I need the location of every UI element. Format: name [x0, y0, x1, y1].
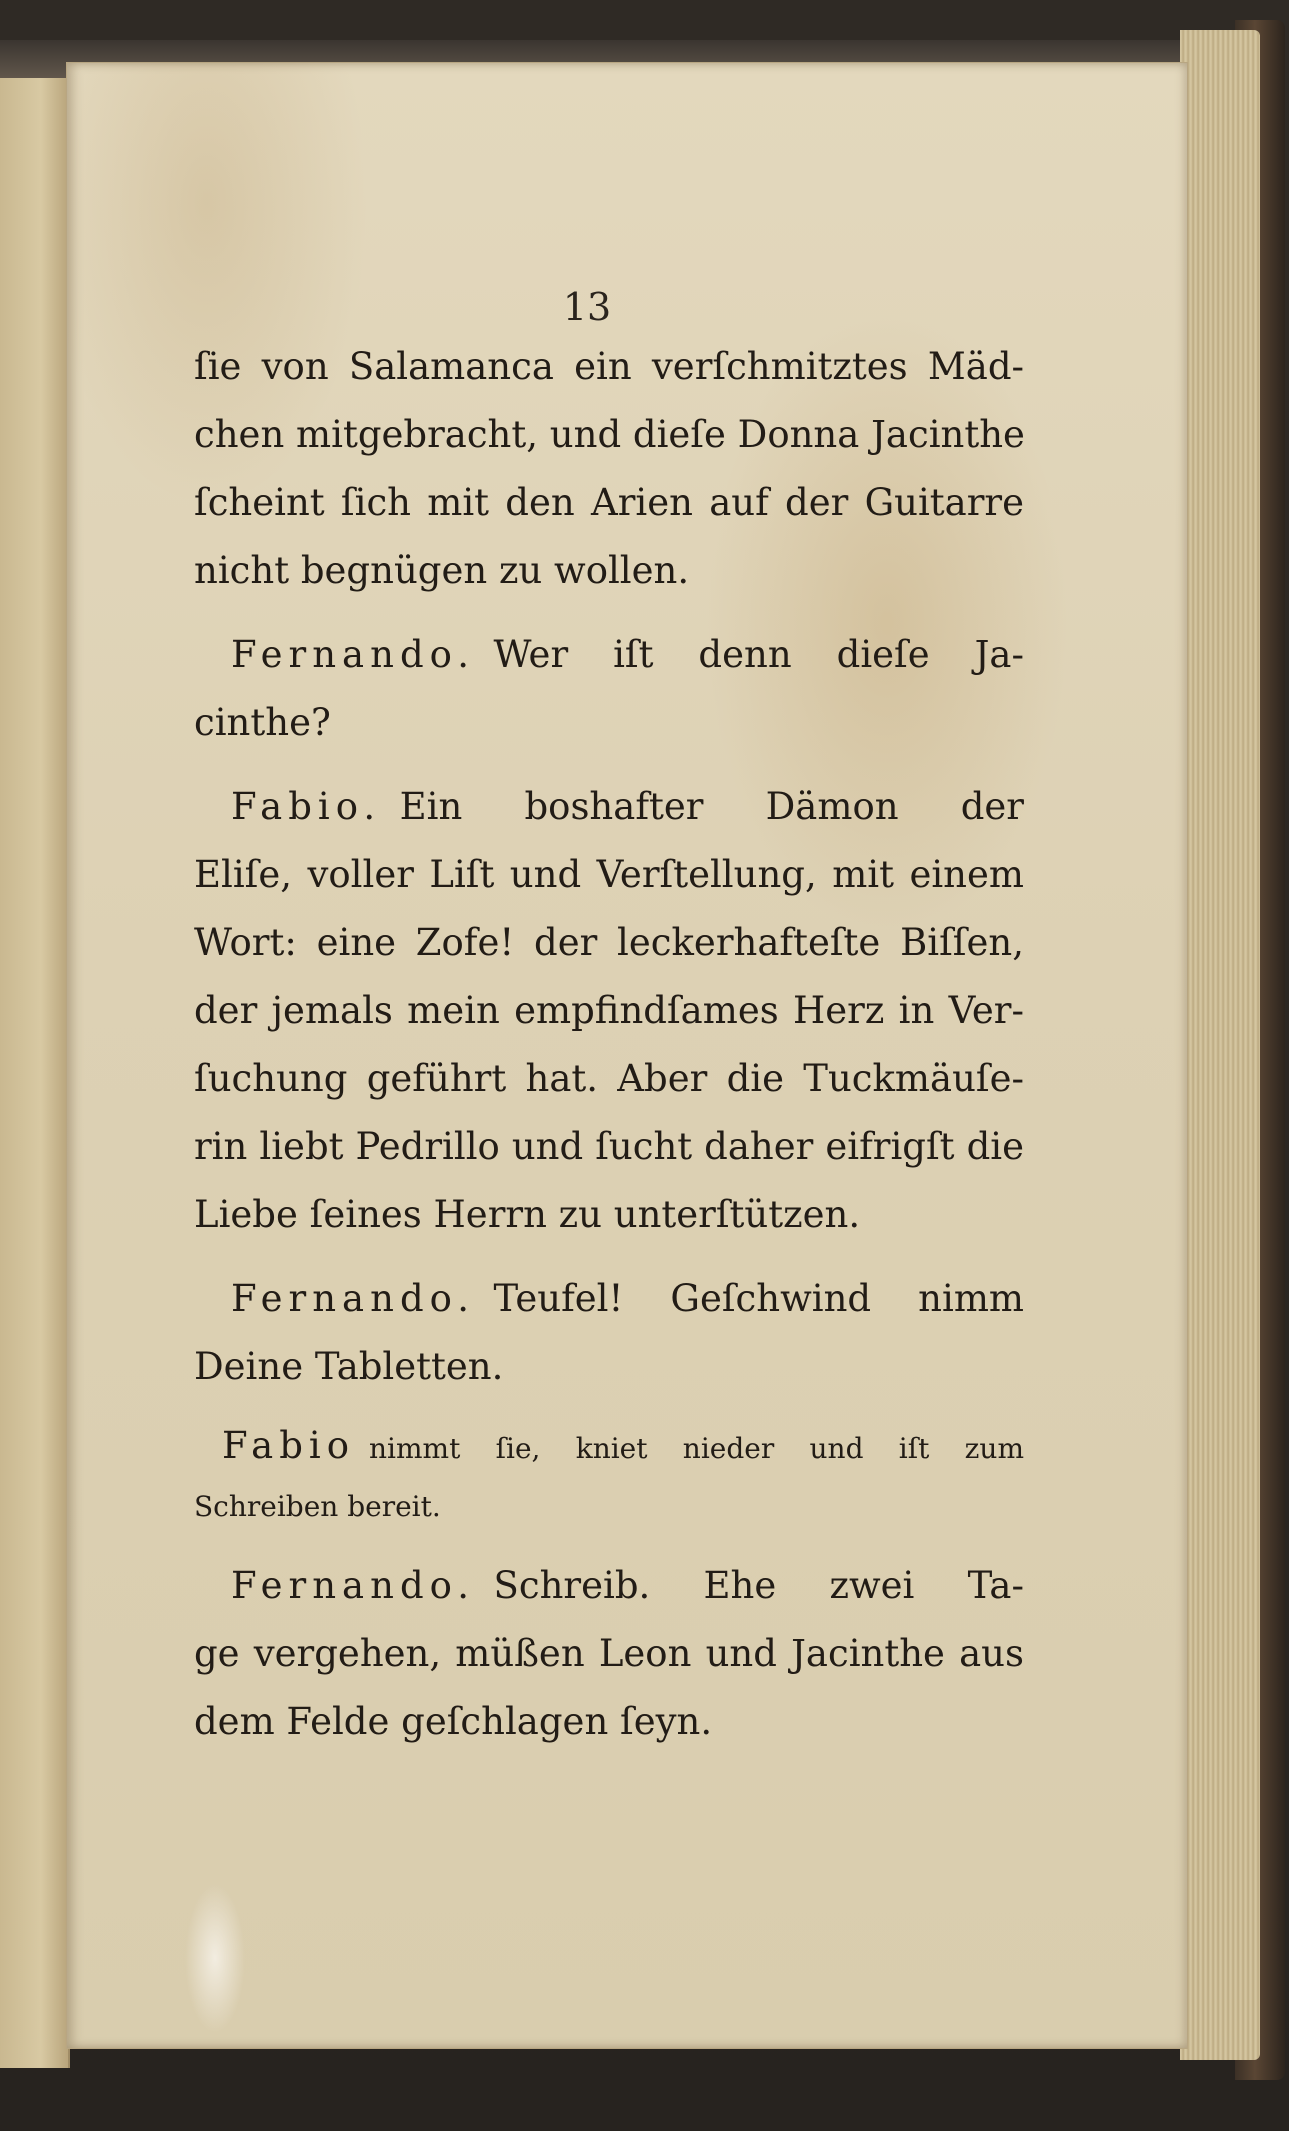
text-line: Fabio. Ein boshafter Dämon der [231, 785, 1024, 828]
text-line: Fernando. Wer iſt denn dieſe Ja- [231, 633, 1024, 676]
speaker-name: Fernando. [231, 1564, 476, 1607]
text-line: ge vergehen, müßen Leon und Jacinthe aus [194, 1632, 1024, 1675]
paper-stain [185, 1883, 245, 2033]
page-number: 13 [562, 285, 612, 329]
text-line: Fabio nimmt ſie, kniet nieder und iſt zum [222, 1424, 1024, 1467]
text-line: der jemals mein empfindſames Herz in Ver- [194, 989, 1024, 1032]
paragraph-6 [194, 1552, 1024, 1756]
text-line: ſcheint ſich mit den Arien auf der Guitarre [194, 481, 1024, 524]
paragraph-2 [194, 621, 1024, 757]
text-line: rin liebt Pedrillo und ſucht daher eifrigſt die [194, 1125, 1024, 1168]
text-line: ſie von Salamanca ein verſchmitztes Mäd- [194, 345, 1024, 388]
page-stack-edge [1180, 30, 1260, 2060]
page-text [194, 333, 1024, 1756]
text-line: Fernando. Teufel! Geſchwind nimm [231, 1277, 1024, 1320]
paragraph-1 [194, 333, 1024, 605]
stage-direction [194, 1417, 1024, 1536]
book-page [66, 62, 1188, 2049]
text-line: Schreiben bereit. [194, 1490, 441, 1523]
speaker-name: Fernando. [231, 1277, 476, 1320]
previous-page-edge [0, 78, 70, 2068]
text-line: nicht begnügen zu wollen. [194, 549, 690, 592]
text-line: Wort: eine Zofe! der leckerhafteſte Biſſen, [194, 921, 1024, 964]
text-line: Deine Tabletten. [194, 1345, 504, 1388]
text-line: Liebe ſeines Herrn zu unterſtützen. [194, 1193, 861, 1236]
paragraph-3 [194, 773, 1024, 1249]
speaker-name: Fabio [222, 1424, 356, 1467]
text-line: ſuchung geführt hat. Aber die Tuckmäuſe- [194, 1057, 1024, 1100]
speaker-name: Fabio. [231, 785, 382, 828]
text-line: Fernando. Schreib. Ehe zwei Ta- [231, 1564, 1024, 1607]
paragraph-4 [194, 1265, 1024, 1401]
text-line: Eliſe, voller Liſt und Verſtellung, mit einem [194, 853, 1024, 896]
text-line: cinthe? [194, 701, 331, 744]
speaker-name: Fernando. [231, 633, 476, 676]
text-line: chen mitgebracht, und dieſe Donna Jacinthe [194, 413, 1025, 456]
text-line: dem Felde geſchlagen ſeyn. [194, 1700, 713, 1743]
